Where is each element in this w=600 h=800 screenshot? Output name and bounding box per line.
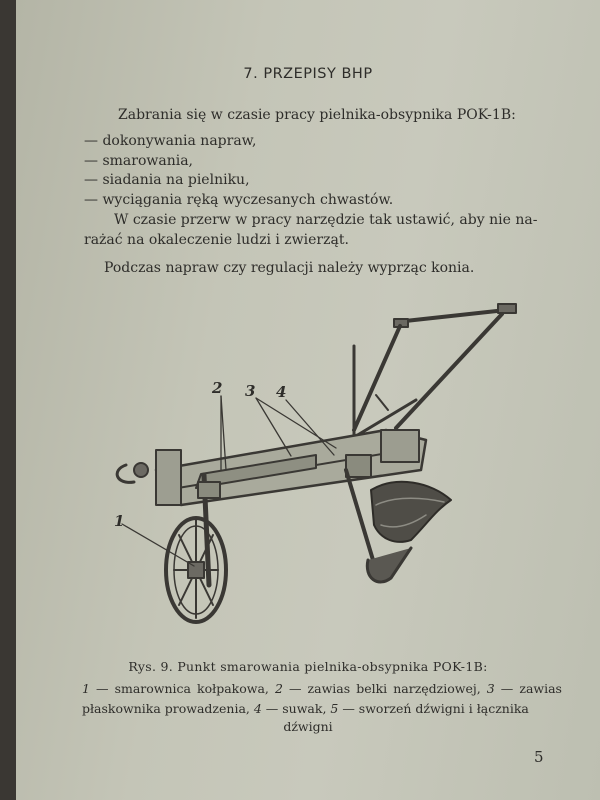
- section-heading: 7. PRZEPISY BHP: [243, 66, 373, 82]
- figure-caption-last-line: dźwigni: [283, 719, 333, 734]
- paragraph-breaks-line2: rażać na okaleczenie ludzi i zwierząt.: [84, 232, 349, 248]
- caption-num-2: 2: [274, 681, 283, 696]
- list-item: — wyciągania ręką wyczesanych chwastów.: [84, 191, 394, 208]
- figure-caption-title: Rys. 9. Punkt smarowania pielnika-obsypnika POK-1B:: [128, 659, 488, 674]
- figure-label-4: 4: [276, 383, 287, 401]
- figure-label-1: 1: [114, 512, 125, 530]
- caption-text-2: — zawias belki narzędziowej,: [282, 681, 487, 696]
- document-page: [16, 0, 600, 800]
- figure-caption-body: [82, 679, 562, 719]
- list-item: — smarowania,: [84, 152, 193, 169]
- caption-text-4: — suwak,: [261, 701, 331, 716]
- list-item: — siadania na pielniku,: [84, 172, 250, 188]
- figure-label-3: 3: [245, 382, 256, 400]
- list-item: — dokonywania napraw,: [84, 133, 257, 149]
- page-number: 5: [534, 748, 544, 766]
- caption-text-1: — smarownica kołpakowa,: [89, 681, 275, 696]
- caption-num-5: 5: [330, 701, 339, 716]
- paragraph-repairs: Podczas napraw czy regulacji należy wyprząc konia.: [104, 260, 475, 276]
- caption-text-3: — zawias płaskownika prowadzenia,: [82, 681, 562, 716]
- caption-num-1: 1: [82, 681, 90, 696]
- caption-text-5: — sworzeń dźwigni i łącznika: [338, 701, 529, 716]
- caption-num-4: 4: [253, 701, 262, 716]
- figure-label-2: 2: [212, 379, 223, 397]
- paragraph-breaks-line1: W czasie przerw w pracy narzędzie tak ustawić, aby nie na-: [114, 212, 538, 228]
- intro-paragraph: Zabrania się w czasie pracy pielnika-obsypnika POK-1B:: [118, 107, 516, 123]
- caption-num-3: 3: [486, 681, 495, 696]
